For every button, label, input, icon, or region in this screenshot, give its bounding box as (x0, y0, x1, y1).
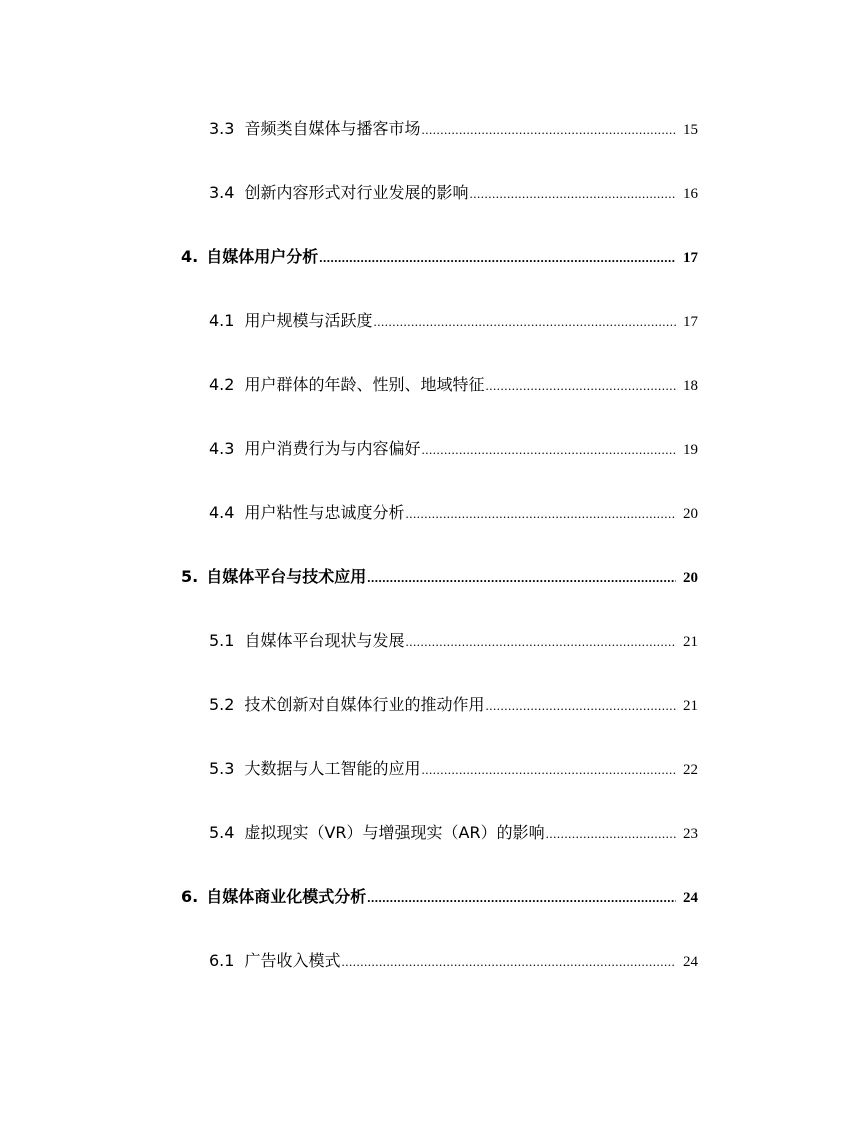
toc-entry-title: 广告收入模式 (244, 951, 341, 970)
toc-dot-leader (421, 762, 676, 778)
toc-entry-label (181, 244, 318, 267)
toc-entry-title: 用户消费行为与内容偏好 (244, 439, 421, 458)
toc-dot-leader (546, 826, 676, 842)
toc-entry-label (181, 884, 366, 907)
toc-entry-label (181, 564, 366, 587)
toc-entry-title: 虚拟现实（VR）与增强现实（AR）的影响 (244, 823, 545, 842)
toc-entry-5-3[interactable] (0, 756, 842, 786)
toc-dot-leader (405, 506, 676, 522)
toc-entry-number: 4. (181, 247, 199, 266)
toc-page-number: 19 (683, 442, 698, 458)
toc-page-number: 17 (683, 314, 698, 330)
toc-page-number: 20 (683, 506, 698, 522)
toc-entry-number: 4.2 (209, 375, 235, 394)
toc-dot-leader (485, 378, 676, 394)
toc-entry-number: 5.3 (209, 759, 235, 778)
toc-page-number: 17 (683, 250, 698, 266)
toc-dot-leader (469, 186, 676, 202)
toc-entry-number: 6.1 (209, 951, 235, 970)
toc-page-number: 22 (683, 762, 698, 778)
toc-entry-4-4[interactable] (0, 500, 842, 530)
toc-entry-number: 4.1 (209, 311, 235, 330)
toc-entry-title: 用户粘性与忠诚度分析 (244, 503, 405, 522)
toc-entry-title: 用户规模与活跃度 (244, 311, 373, 330)
toc-entry-5-2[interactable] (0, 692, 842, 722)
toc-page-number: 20 (683, 570, 698, 586)
toc-entry-label (209, 500, 404, 523)
toc-entry-label (209, 628, 404, 651)
toc-page-number: 24 (683, 954, 698, 970)
toc-dot-leader (485, 698, 676, 714)
toc-page-number: 23 (683, 826, 698, 842)
toc-page-number: 18 (683, 378, 698, 394)
toc-dot-leader (421, 442, 676, 458)
toc-entry-label (209, 756, 420, 779)
toc-entry-3-4[interactable] (0, 180, 842, 210)
toc-dot-leader (421, 122, 676, 138)
toc-entry-number: 5.4 (209, 823, 235, 842)
toc-entry-4-3[interactable] (0, 436, 842, 466)
toc-entry-title: 自媒体平台现状与发展 (244, 631, 405, 650)
toc-entry-title: 技术创新对自媒体行业的推动作用 (244, 695, 485, 714)
toc-entry-4-1[interactable] (0, 308, 842, 338)
toc-entry-number: 4.4 (209, 503, 235, 522)
toc-entry-4-2[interactable] (0, 372, 842, 402)
toc-entry-title: 用户群体的年龄、性别、地域特征 (244, 375, 485, 394)
toc-dot-leader (367, 570, 676, 586)
toc-entry-4[interactable] (0, 244, 842, 274)
toc-entry-number: 5. (181, 567, 199, 586)
toc-page-number: 16 (683, 186, 698, 202)
toc-dot-leader (405, 634, 676, 650)
toc-entry-label (209, 180, 468, 203)
toc-entry-number: 3.3 (209, 119, 235, 138)
toc-entry-6-1[interactable] (0, 948, 842, 978)
toc-entry-5[interactable] (0, 564, 842, 594)
toc-dot-leader (341, 954, 676, 970)
toc-entry-label (209, 436, 420, 459)
toc-entry-title: 自媒体商业化模式分析 (206, 887, 367, 906)
toc-page-number: 21 (683, 634, 698, 650)
toc-page-number: 21 (683, 698, 698, 714)
toc-entry-number: 6. (181, 887, 199, 906)
toc-dot-leader (367, 890, 676, 906)
toc-entry-number: 5.2 (209, 695, 235, 714)
toc-entry-6[interactable] (0, 884, 842, 914)
toc-entry-5-1[interactable] (0, 628, 842, 658)
toc-dot-leader (373, 314, 676, 330)
toc-entry-number: 3.4 (209, 183, 235, 202)
toc-entry-title: 音频类自媒体与播客市场 (244, 119, 421, 138)
toc-entry-number: 5.1 (209, 631, 235, 650)
toc-entry-label (209, 948, 340, 971)
toc-entry-label (209, 692, 484, 715)
toc-dot-leader (319, 250, 676, 266)
toc-entry-label (209, 372, 484, 395)
toc-entry-title: 大数据与人工智能的应用 (244, 759, 421, 778)
toc-entry-label (209, 308, 372, 331)
toc-entry-5-4[interactable] (0, 820, 842, 850)
toc-page-number: 24 (683, 890, 698, 906)
toc-entry-label (209, 116, 420, 139)
toc-entry-title: 自媒体用户分析 (206, 247, 319, 266)
toc-entry-number: 4.3 (209, 439, 235, 458)
toc-entry-3-3[interactable] (0, 116, 842, 146)
toc-page-number: 15 (683, 122, 698, 138)
toc-entry-title: 创新内容形式对行业发展的影响 (244, 183, 469, 202)
toc-entry-label (209, 820, 545, 843)
toc-entry-title: 自媒体平台与技术应用 (206, 567, 367, 586)
